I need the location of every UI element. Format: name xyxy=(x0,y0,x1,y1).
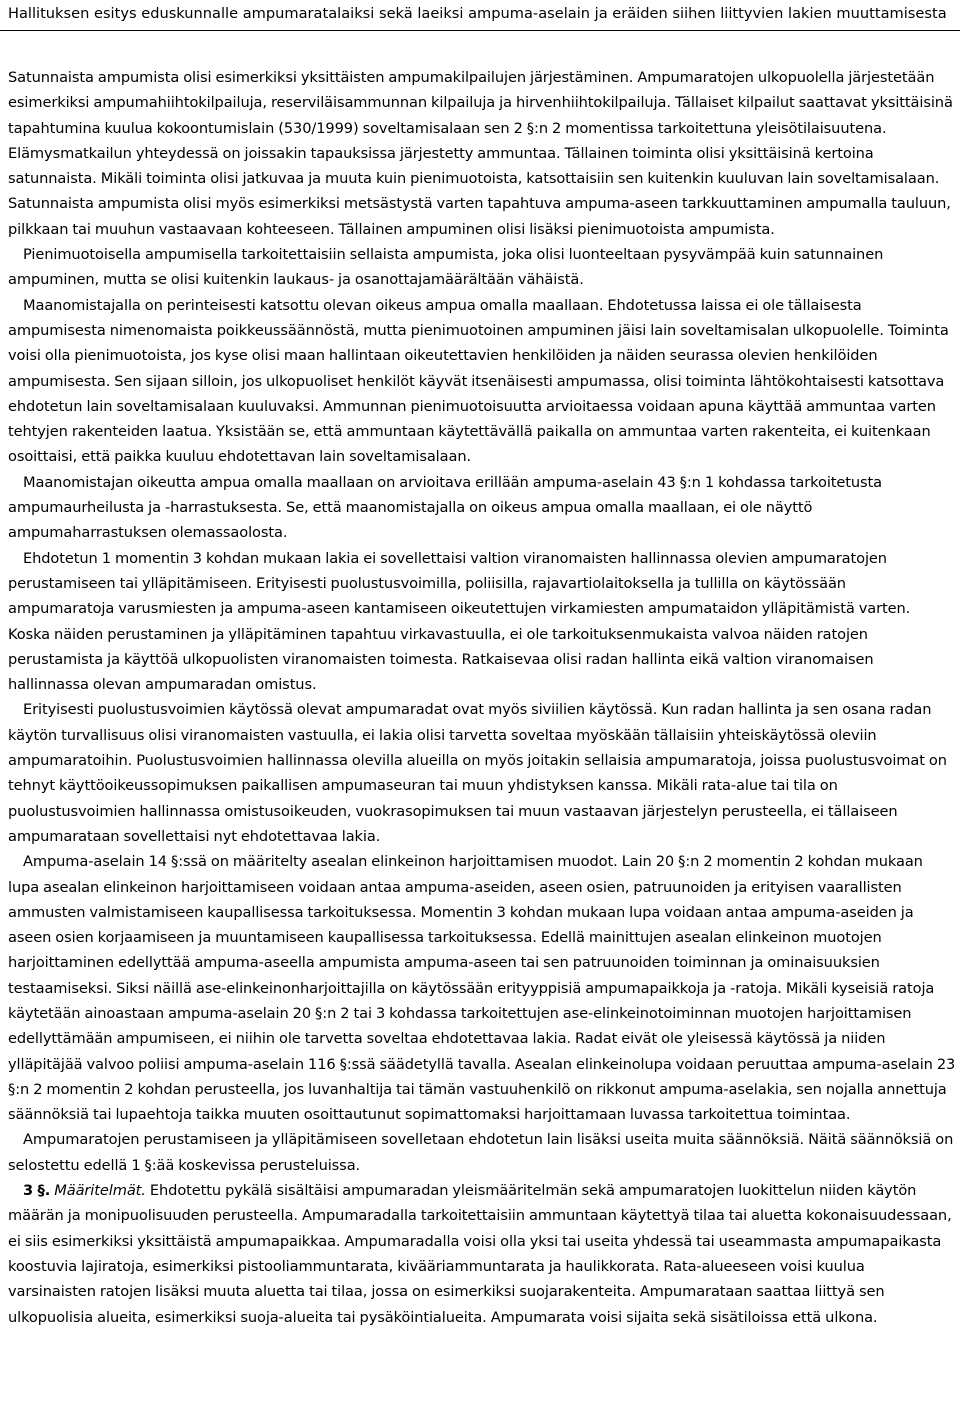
paragraph: Maanomistajan oikeutta ampua omalla maallaan on arvioitava erillään ampuma-aselain 43 §:n 1 kohdassa tarkoitetusta ampumaurheilusta ja -harrastuksesta. Se, että maanomistajalla on oikeus ampua omalla maallaan, ei ole näyttö ampumaharrastuksen olemassaolosta. xyxy=(8,473,883,542)
paragraph: Erityisesti puolustusvoimien käytössä olevat ampumaradat ovat myös siviilien käytössä. Kun radan hallinta ja sen osana radan käytön turvallisuus olisi viranomaisten vastuulla, ei lakia olisi tarvetta soveltaa myöskään tällaisiin yhteiskäytössä oleviin ampumaratoihin. Puolustusvoimien hallinnassa olevilla alueilla on myös joitakin sellaisia ampumaratoja, joissa puolustusvoimat on tehnyt käyttöoikeussopimuksen paikallisen ampumaseuran tai muun yhdistyksen kanssa. Mikäli rata-alue tai tila on puolustusvoimien hallinnassa omistusoikeuden, vuokrasopimuksen tai muun vastaavan järjestelyn perusteella, ei tällaiseen ampumarataan sovellettaisi nyt ehdotettavaa lakia. xyxy=(8,701,947,845)
page-header: Hallituksen esitys eduskunnalle ampumaratalaiksi sekä laeiksi ampuma-aselain ja eräiden siihen liittyvien lakien muuttamisesta xyxy=(8,5,947,22)
paragraph: Maanomistajalla on perinteisesti katsottu olevan oikeus ampua omalla maallaan. Ehdotetussa laissa ei ole tällaisesta ampumisesta nimenomaista poikkeussäännöstä, mutta pienimuotoinen ampuminen jäisi lain soveltamisalan ulkopuolelle. Toiminta voisi olla pienimuotoista, jos kyse olisi maan hallintaan oikeutettavien henkilöiden ja näiden seurassa olevien henkilöiden ampumisesta. Sen sijaan silloin, jos ulkopuoliset henkilöt käyvät itsenäisesti ampumassa, olisi toiminta lähtökohtaisesti katsottava ehdotetun lain soveltamisalaan kuuluvaksi. Ammunnan pienimuotoisuutta arvioitaessa voidaan apuna käyttää ammuntaa varten tehtyjen rakenteiden laatua. Yksistään se, että ammuntaan käytettävällä paikalla on ammuntaa varten rakenteita, ei kuitenkaan osoittaisi, että paikka kuuluu ehdotettavan lain soveltamisalaan. xyxy=(8,296,949,466)
document-body xyxy=(8,65,956,1330)
section-title: Määritelmät. xyxy=(54,1182,146,1200)
section-text: Ehdotettu pykälä sisältäisi ampumaradan yleismääritelmän sekä ampumaratojen luokittelun niiden käytön määrän ja monipuolisuuden perusteella. Ampumaradalla tarkoitettaisiin ammuntaan käytettyä tilaa tai aluetta kokonaisuudessaan, ei siis esimerkiksi yksittäistä ampumapaikkaa. Ampumaradalla voisi olla yksi tai useita yhdessä tai useammasta ampumapaikasta koostuvia lajiratoja, esimerkiksi pistooliammuntarata, kivääriammuntarata ja haulikkorata. Rata-alueeseen voisi kuulua varsinaisten ratojen lisäksi muuta aluetta tai tilaa, jossa on esimerkiksi suojarakenteita. Ampumarataan saattaa liittyä sen ulkopuolisia alueita, esimerkiksi suoja-alueita tai pysäköintialueita. Ampumarata voisi sijaita sekä sisätiloissa että ulkona. xyxy=(8,1182,952,1326)
paragraph: Satunnaista ampumista olisi esimerkiksi yksittäisten ampumakilpailujen järjestäminen. Ampumaratojen ulkopuolella järjestetään esimerkiksi ampumahiihtokilpailuja, reserviläisammunnan kilpailuja ja hirvenhiihtokilpailuja. Tällaiset kilpailut saattavat yksittäisinä tapahtumina kuulua kokoontumislain (530/1999) soveltamisalaan sen 2 §:n 2 momentissa tarkoitettuna yleisötilaisuutena. Elämysmatkailun yhteydessä on joissakin tapauksissa järjestetty ammuntaa. Tällainen toiminta olisi yksittäisinä kertoina satunnaista. Mikäli toiminta olisi jatkuvaa ja muuta kuin pienimuotoista, katsottaisiin sen kuitenkin kuuluvan lain soveltamisalaan. Satunnaista ampumista olisi myös esimerkiksi metsästystä varten tapahtuva ampuma-aseen tarkkuuttaminen ampumalla tauluun, pilkkaan tai muuhun vastaavaan kohteeseen. Tällainen ampuminen olisi lisäksi pienimuotoista ampumista. xyxy=(8,69,953,238)
section-3-paragraph xyxy=(8,1178,956,1330)
header-divider xyxy=(0,30,960,31)
paragraph: Pienimuotoisella ampumisella tarkoitettaisiin sellaista ampumista, joka olisi luonteeltaan pysyvämpää kuin satunnainen ampuminen, mutta se olisi kuitenkin laukaus- ja osanottajamäärältään vähäistä. xyxy=(8,246,884,289)
paragraph: Ampuma-aselain 14 §:ssä on määritelty asealan elinkeinon harjoittamisen muodot. Lain 20 §:n 2 momentin 2 kohdan mukaan lupa asealan elinkeinon harjoittamiseen voidaan antaa ampuma-aseiden, aseen osien, patruunoiden ja erityisen vaarallisten ammusten valmistamiseen kaupallisessa tarkoituksessa. Momentin 3 kohdan mukaan lupa voidaan antaa ampuma-aseiden ja aseen osien korjaamiseen ja muuntamiseen kaupallisessa tarkoituksessa. Edellä mainittujen asealan elinkeinon muotojen harjoittaminen edellyttää ampuma-aseella ampumista ampuma-aseen tai sen patruunoiden toiminnan ja ominaisuuksien testaamiseksi. Siksi näillä ase-elinkeinonharjoittajilla on käytössään erityyppisiä ampumapaikkoja ja -ratoja. Mikäli kyseisiä ratoja käytetään ainoastaan ampuma-aselain 20 §:n 2 tai 3 kohdassa tarkoitettujen ase-elinkeinotoiminnan muotojen harjoittamisen edellyttämään ampumiseen, ei niihin ole tarvetta soveltaa ehdotettavaa lakia. Radat eivät ole yleisessä käytössä ja niiden ylläpitäjää valvoo poliisi ampuma-aselain 116 §:ssä säädetyllä tavalla. Asealan elinkeinolupa voidaan peruuttaa ampuma-aselain 23 §:n 2 momentin 2 kohdan perusteella, jos luvanhaltija tai tämän vastuuhenkilö on rikkonut ampuma-aselakia, sen nojalla annettuja säännöksiä tai lupaehtoja taikka muuten osoittautunut sopimattomaksi harjoittamaan luvassa tarkoitettua toimintaa. xyxy=(8,853,956,1124)
section-number: 3 §. xyxy=(23,1182,51,1200)
paragraph: Ampumaratojen perustamiseen ja ylläpitämiseen sovelletaan ehdotetun lain lisäksi useita muita säännöksiä. Näitä säännöksiä on selostettu edellä 1 §:ää koskevissa perusteluissa. xyxy=(8,1131,954,1174)
paragraph: Ehdotetun 1 momentin 3 kohdan mukaan lakia ei sovellettaisi valtion viranomaisten hallinnassa olevien ampumaratojen perustamiseen tai ylläpitämiseen. Erityisesti puolustusvoimilla, poliisilla, rajavartiolaitoksella ja tullilla on käytössään ampumaratoja varusmiesten ja ampuma-aseen kantamiseen oikeutettujen virkamiesten ampumataidon ylläpitämistä varten. Koska näiden perustaminen ja ylläpitäminen tapahtuu virkavastuulla, ei ole tarkoituksenmukaista valvoa näiden ratojen perustamista ja käyttöä ulkopuolisten viranomaisten toimesta. Ratkaisevaa olisi radan hallinta eikä valtion viranomaisen hallinnassa olevan ampumaradan omistus. xyxy=(8,549,911,694)
